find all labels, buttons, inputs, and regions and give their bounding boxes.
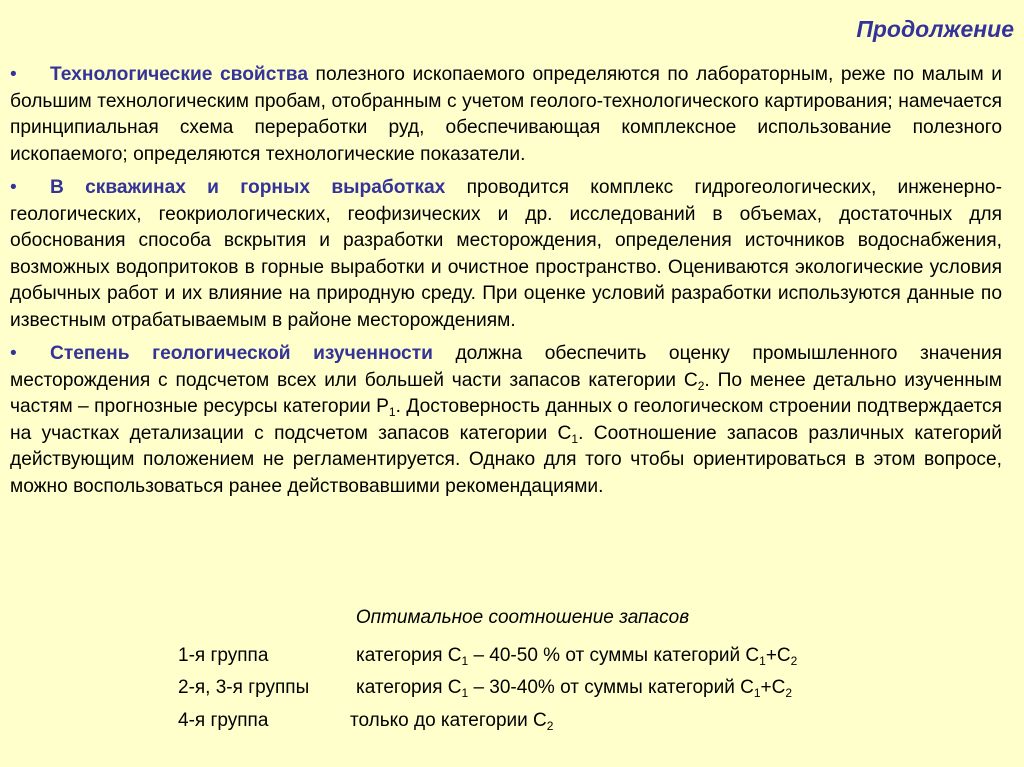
table-group-value: категория $С_1 - 30-40\%$ от суммы категорий $С_1+С_2$ <box>356 677 793 700</box>
table-group-value: категория $С_1 - 40-50$ % от суммы категорий $С_1+С_2$ <box>356 645 798 668</box>
bullet-icon: • <box>10 64 17 85</box>
bullet-item-technological <box>10 62 1002 168</box>
bullet-icon: • <box>10 177 17 198</box>
bullet-text: проводится комплекс гидрогеологических, инженерно-геологических, геокриологических, геофизических и др. исследований в объемах, достаточных для обоснования способа вскрытия и разработки месторождения, определения источников водоснабжения, возможных водопритоков в горные выработки и очистное пространство. Оцениваются экологические условия добычных работ и их влияние на природную среду. При оценке условий разработки используются данные по известным отрабатываемым в районе месторождениям. <box>10 177 1002 331</box>
table-group-label: 1-я группа <box>178 645 269 666</box>
bullet-text: . Достоверность данных о геологическом строении подтверждается на участках детализации с подсчетом запасов категории С <box>10 396 1002 444</box>
page-title: Продолжение <box>856 16 1014 42</box>
bullet-highlight: Технологические свойства <box>50 64 308 85</box>
subscript: 1 <box>571 431 579 446</box>
table-group-label: 4-я группа <box>178 710 269 731</box>
table-title: Оптимальное соотношение запасов <box>355 607 690 628</box>
table-group-value: только до категории $С_2$ <box>350 710 554 733</box>
subscript: 2 <box>697 378 705 393</box>
bullet-text: . По менее детально изученным частям – прогнозные ресурсы категории Р <box>10 369 1002 417</box>
bullet-highlight: В скважинах и горных выработках <box>50 177 446 198</box>
main-content <box>10 62 1002 507</box>
bullet-text: . Соотношение запасов различных категорий действующим положением не регламентируется. Однако для того чтобы ориентироваться в этом вопросе, можно воспользоваться ранее действовавшими рекомендациями. <box>10 422 1002 497</box>
bullet-item-boreholes <box>10 175 1002 334</box>
bullet-text: полезного ископаемого определяются по лабораторным, реже по малым и большим технологическим пробам, отобранным с учетом геолого-технологического картирования; намечается принципиальная схема переработки руд, обеспечивающая комплексное использование полезного ископаемого; определяются технологические показатели. <box>10 64 1002 165</box>
bullet-highlight: Степень геологической изученности <box>50 343 433 364</box>
bullet-text: должна обеспечить оценку промышленного значения месторождения с подсчетом всех или большей части запасов категории С <box>10 343 1002 391</box>
subscript: 1 <box>388 405 396 419</box>
bullet-item-exploration-degree <box>10 341 1002 500</box>
bullet-icon: • <box>10 343 17 364</box>
table-group-label: 2-я, 3-я группы <box>178 677 310 698</box>
